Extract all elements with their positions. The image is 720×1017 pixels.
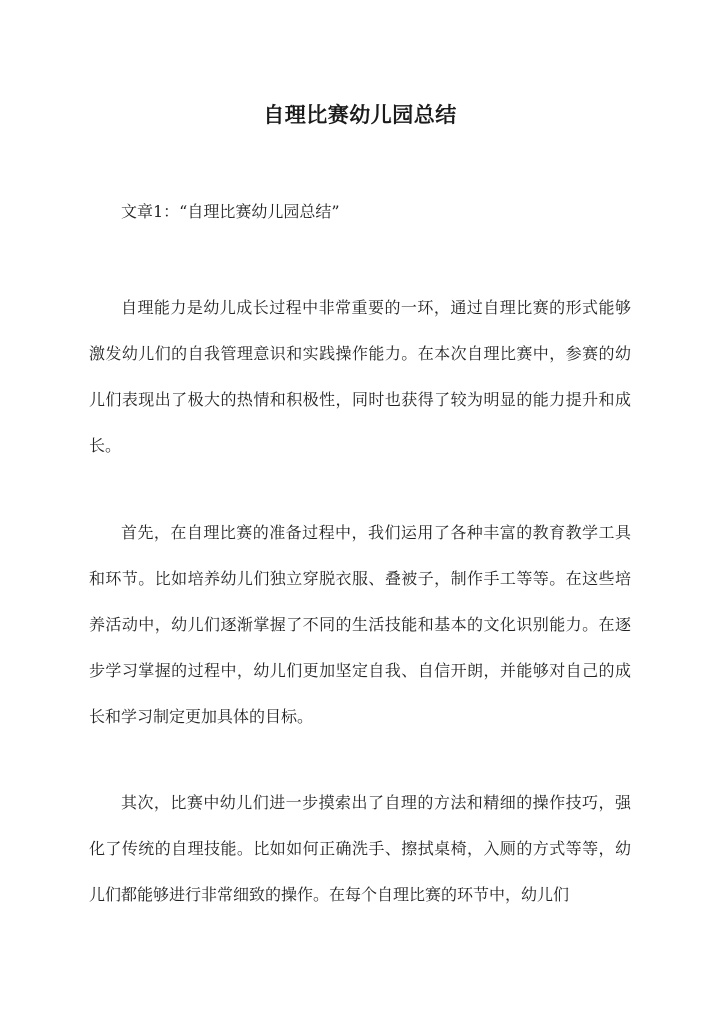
paragraph-1: 自理能力是幼儿成长过程中非常重要的一环，通过自理比赛的形式能够激发幼儿们的自我管理意识和实践操作能力。在本次自理比赛中，参赛的幼儿们表现出了极大的热情和积极性，同时也获得了较为明显的能力提升和成长。 xyxy=(89,298,631,455)
paragraph-3: 其次，比赛中幼儿们进一步摸索出了自理的方法和精细的操作技巧，强化了传统的自理技能。比如如何正确洗手、擦拭桌椅，入厕的方式等等，幼儿们都能够进行非常细致的操作。在每个自理比赛的环节中，幼儿们 xyxy=(89,793,631,904)
paragraph-2: 首先，在自理比赛的准备过程中，我们运用了各种丰富的教育教学工具和环节。比如培养幼儿们独立穿脱衣服、叠被子，制作手工等等。在这些培养活动中，幼儿们逐渐掌握了不同的生活技能和基本的文化识别能力。在逐步学习掌握的过程中，幼儿们更加坚定自我、自信开朗，并能够对自己的成长和学习制定更加具体的目标。 xyxy=(89,523,631,726)
document-title: 自理比赛幼儿园总结 xyxy=(263,102,457,128)
article-label: 文章1：“自理比赛幼儿园总结” xyxy=(121,202,340,221)
